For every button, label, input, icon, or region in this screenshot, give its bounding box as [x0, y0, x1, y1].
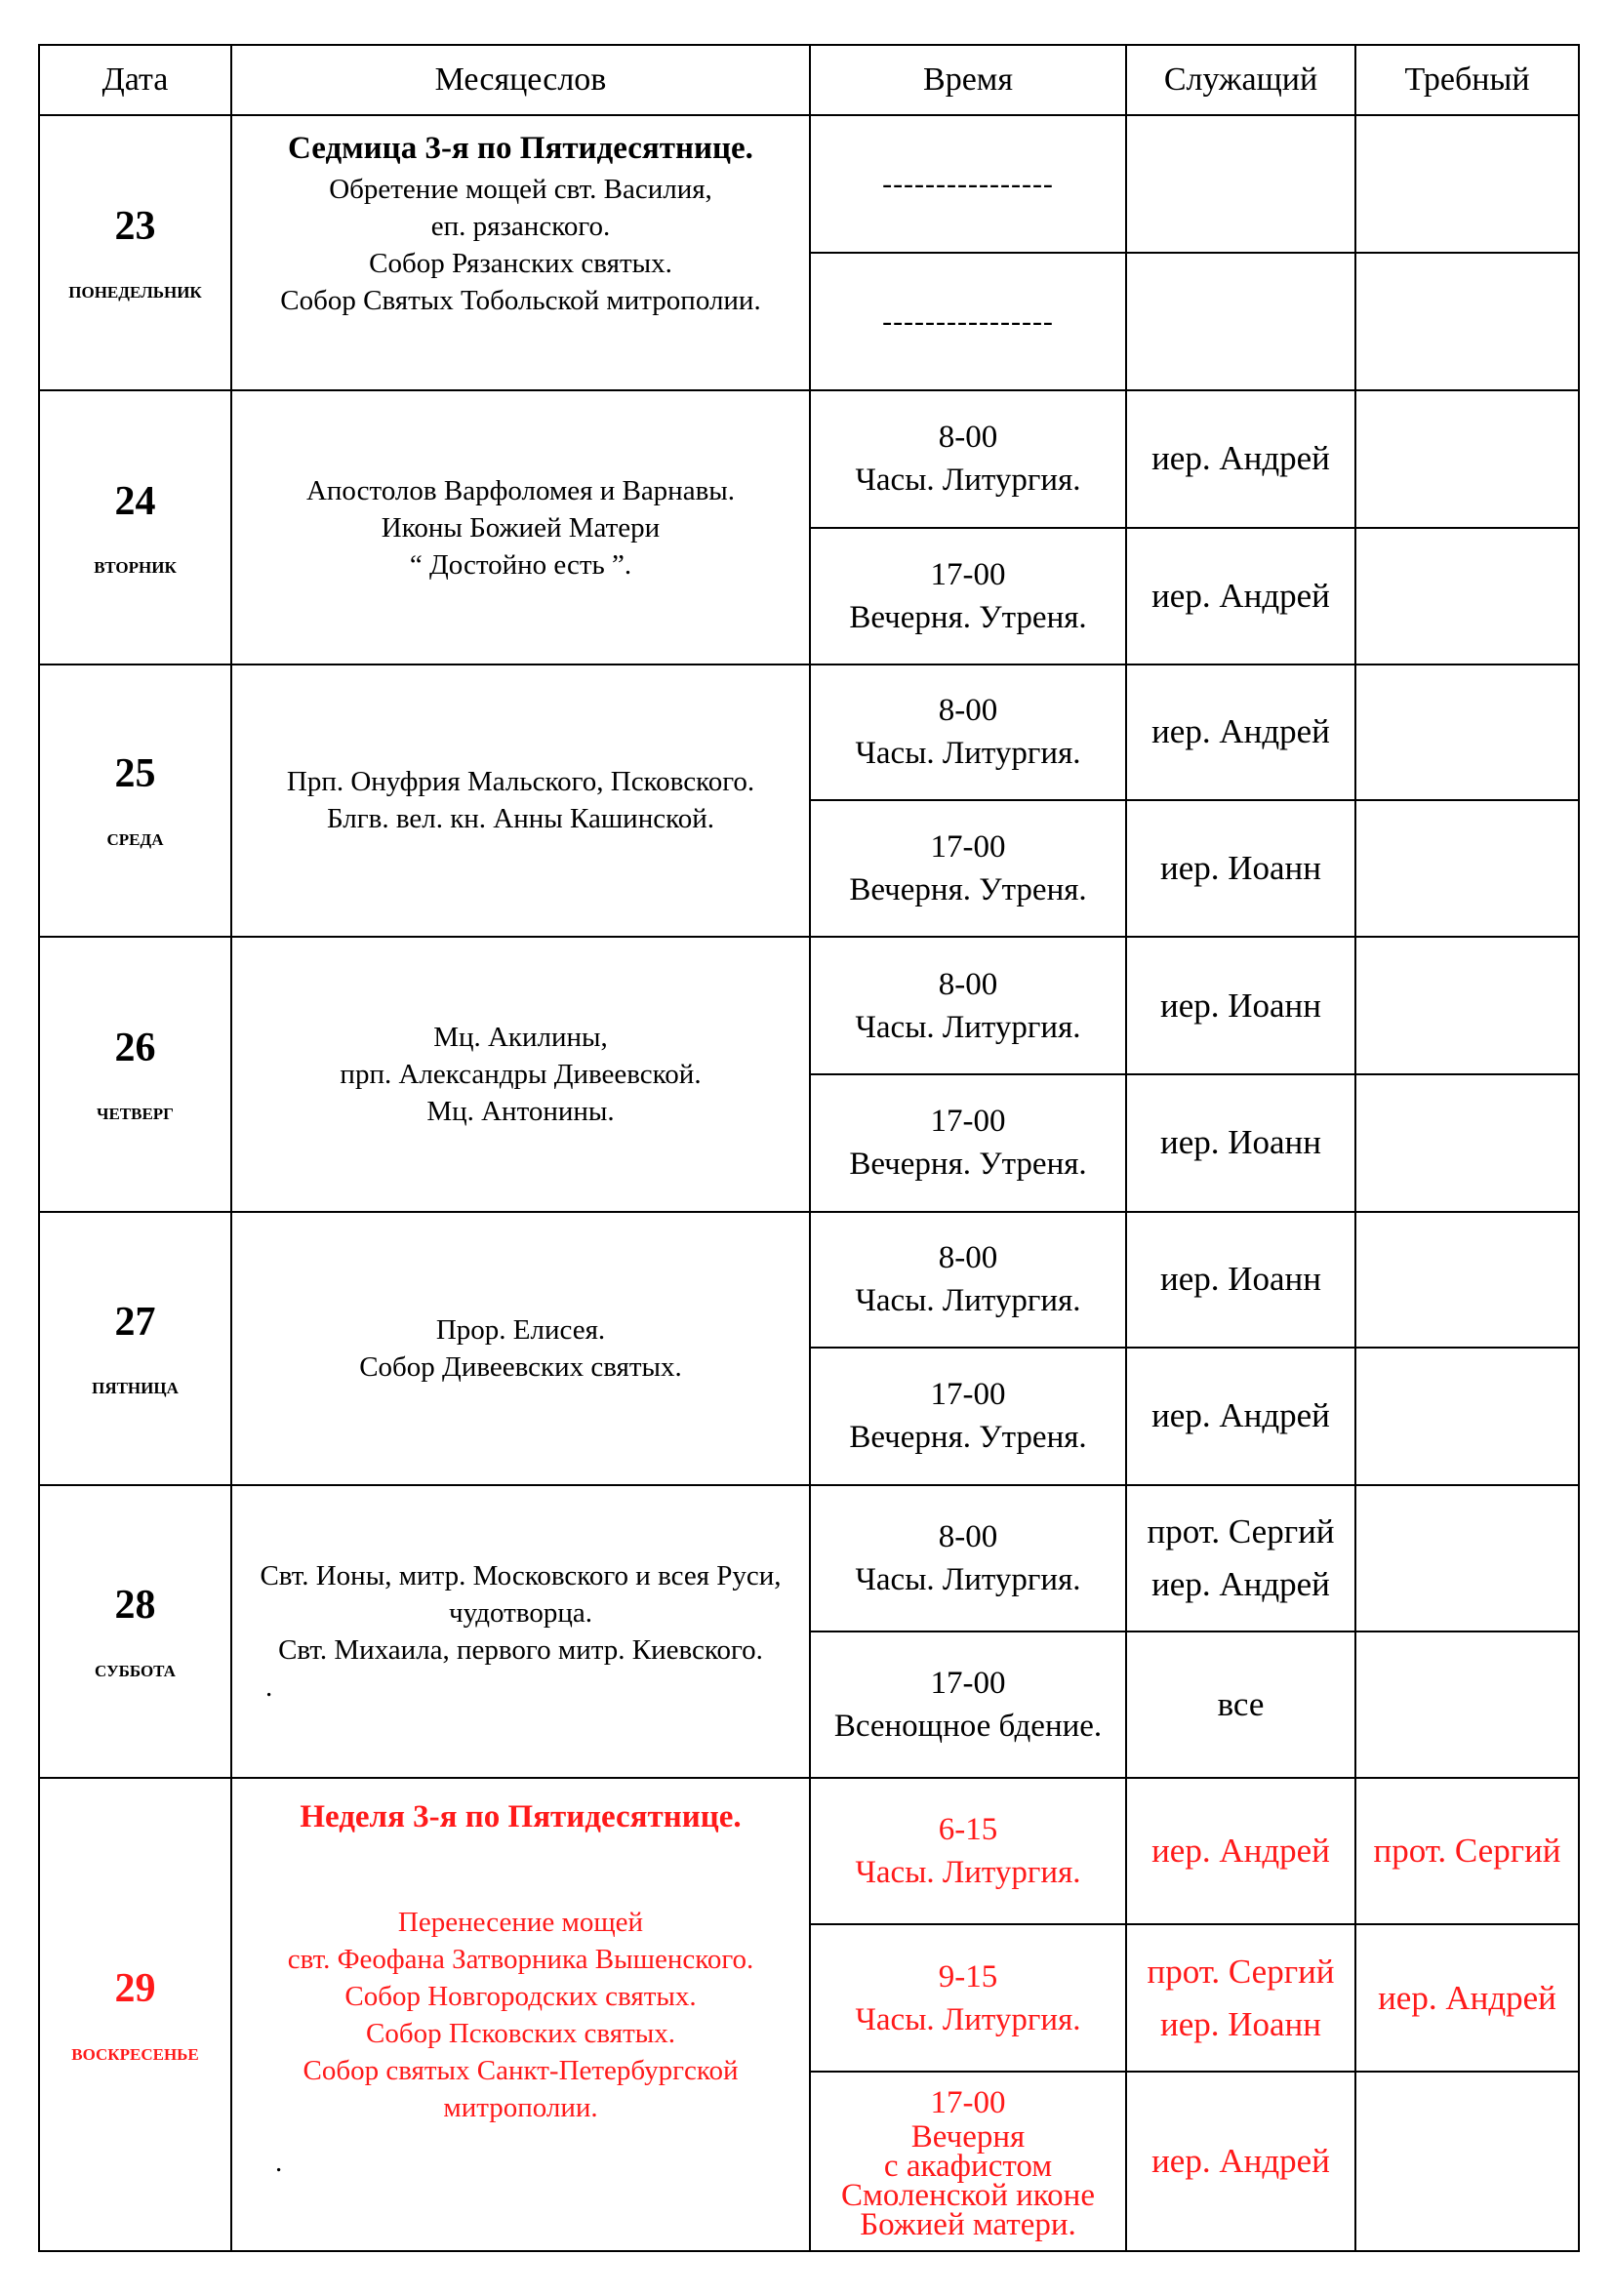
- header-treby: Требный: [1355, 45, 1579, 115]
- date-cell: [39, 665, 231, 937]
- saint-line: митрополии.: [443, 2092, 598, 2124]
- service-time: 8-00: [938, 1518, 998, 1554]
- service-cell: [810, 937, 1126, 1074]
- saint-line: свт. Феофана Затворника Вышенского.: [287, 1944, 754, 1976]
- saint-line: Мц. Антонины.: [426, 1095, 615, 1127]
- service-time: 9-15: [938, 1958, 998, 1994]
- day-number: 27: [114, 1299, 156, 1345]
- treby-cell: [1355, 937, 1579, 1074]
- celebrant-cell: [1126, 1924, 1355, 2071]
- service-time: 8-00: [938, 693, 998, 729]
- service-name: Часы. Литургия.: [855, 1561, 1081, 1597]
- celebrant-cell: [1126, 1212, 1355, 1348]
- service-name: Часы. Литургия.: [855, 736, 1081, 772]
- service-cell: [810, 665, 1126, 800]
- day-number: 26: [114, 1025, 156, 1070]
- service-cell: [810, 1778, 1126, 1924]
- celebrant: иер. Андрей: [1151, 712, 1330, 751]
- service-cell: [810, 1631, 1126, 1778]
- service-name-line: Вечерня: [910, 2118, 1026, 2155]
- service-cell: [810, 528, 1126, 665]
- service-time: 17-00: [930, 2084, 1006, 2120]
- service-name: Вечерня. Утреня.: [849, 1147, 1087, 1183]
- saint-line: .: [275, 2147, 283, 2179]
- celebrant-cell: [1126, 2072, 1355, 2251]
- saint-line: Прор. Елисея.: [435, 1313, 606, 1346]
- service-time: 17-00: [930, 1666, 1006, 1702]
- treby-cell: [1355, 665, 1579, 800]
- treby-cell: [1355, 1485, 1579, 1631]
- day-number: 24: [114, 478, 156, 524]
- service-name: Часы. Литургия.: [855, 1283, 1081, 1319]
- saint-line: Собор Рязанских святых.: [369, 248, 672, 279]
- service-time: 8-00: [938, 966, 998, 1002]
- saint-line: еп. рязанского.: [430, 211, 611, 242]
- date-cell: [39, 1778, 231, 2251]
- treby-cell: [1355, 1212, 1579, 1348]
- celebrant: иер. Иоанн: [1159, 986, 1322, 1025]
- service-name-line: с акафистом: [883, 2148, 1053, 2184]
- celebrant-cell: [1126, 253, 1355, 390]
- saint-line: Обретение мощей свт. Василия,: [329, 174, 712, 205]
- service-row: [39, 1485, 1579, 1631]
- service-time: 8-00: [938, 1240, 998, 1276]
- weekday: ЧЕТВЕРГ: [96, 1104, 175, 1123]
- weekday: ПЯТНИЦА: [92, 1378, 179, 1397]
- saint-line: Свт. Михаила, первого митр. Киевского.: [278, 1634, 763, 1667]
- service-cell: [810, 1924, 1126, 2071]
- saints-cell: [231, 665, 810, 937]
- saint-line: прп. Александры Дивеевской.: [340, 1058, 702, 1090]
- service-name: Часы. Литургия.: [855, 463, 1081, 499]
- celebrant: иер. Андрей: [1151, 1396, 1330, 1435]
- header-date: Дата: [39, 45, 231, 115]
- celebrant: все: [1217, 1685, 1265, 1724]
- treby-cell: [1355, 1074, 1579, 1211]
- saints-cell: [231, 1212, 810, 1485]
- service-time: 8-00: [938, 420, 998, 456]
- service-cell: [810, 1485, 1126, 1631]
- service-cell: [810, 1212, 1126, 1348]
- celebrant: иер. Андрей: [1151, 439, 1330, 478]
- treby-cell: [1355, 2072, 1579, 2251]
- celebrant-cell: [1126, 390, 1355, 527]
- service-name: Вечерня. Утреня.: [849, 599, 1087, 635]
- saints-cell: [231, 1778, 810, 2251]
- service-cell: [810, 1348, 1126, 1485]
- celebrant: иер. Иоанн: [1159, 849, 1322, 888]
- celebrant-cell: [1126, 1485, 1355, 1631]
- service-name: Часы. Литургия.: [855, 1855, 1081, 1891]
- treby-cell: [1355, 390, 1579, 527]
- service-row: [39, 1778, 1579, 1924]
- service-name: Вечерня. Утреня.: [849, 1420, 1087, 1456]
- date-cell: [39, 115, 231, 390]
- treby-cell: [1355, 1631, 1579, 1778]
- celebrant: прот. Сергий: [1147, 1952, 1335, 1991]
- celebrant: иер. Иоанн: [1159, 1260, 1322, 1299]
- service-time: 17-00: [930, 829, 1006, 866]
- saint-line: Апостолов Варфоломея и Варнавы.: [305, 474, 736, 506]
- service-row: [39, 1212, 1579, 1348]
- saint-line: “ Достойно есть ”.: [409, 548, 632, 581]
- treby-cell: [1355, 1348, 1579, 1485]
- celebrant-cell: [1126, 937, 1355, 1074]
- saint-line: чудотворца.: [449, 1597, 592, 1630]
- service-name-line: Смоленской иконе: [841, 2177, 1095, 2213]
- service-time: ----------------: [810, 253, 1126, 390]
- date-cell: [39, 1212, 231, 1485]
- saint-line: Иконы Божией Матери: [381, 511, 661, 544]
- service-row: [39, 937, 1579, 1074]
- service-time: 17-00: [930, 1377, 1006, 1413]
- celebrant-cell: [1126, 1074, 1355, 1211]
- service-cell: [810, 390, 1126, 527]
- celebrant-cell: [1126, 1631, 1355, 1778]
- saint-line: Собор Новгородских святых.: [344, 1981, 697, 2013]
- saints-cell: [231, 1485, 810, 1778]
- weekday: ВОСКРЕСЕНЬЕ: [71, 2044, 199, 2064]
- weekday: СРЕДА: [106, 830, 164, 850]
- service-name: Вечерня. Утреня.: [849, 872, 1087, 908]
- weekday: ПОНЕДЕЛЬНИК: [68, 283, 202, 302]
- celebrant: иер. Андрей: [1151, 576, 1330, 615]
- celebrant-cell: [1126, 800, 1355, 937]
- day-number: 23: [114, 204, 156, 250]
- saint-line: Блгв. вел. кн. Анны Кашинской.: [327, 803, 714, 835]
- service-time: ----------------: [810, 115, 1126, 253]
- service-row: [39, 665, 1579, 800]
- treby-cell: [1355, 115, 1579, 253]
- treby-cell: [1355, 253, 1579, 390]
- service-cell: [810, 2072, 1126, 2251]
- service-row: [39, 390, 1579, 527]
- saint-line: Свт. Ионы, митр. Московского и всея Руси,: [260, 1560, 782, 1592]
- weekday: СУББОТА: [95, 1662, 176, 1681]
- celebrant-cell: [1126, 665, 1355, 800]
- celebrant: иер. Андрей: [1151, 1832, 1330, 1871]
- saint-line: .: [265, 1672, 273, 1704]
- week-heading: Седмица 3-я по Пятидесятнице.: [288, 131, 753, 166]
- celebrant-cell: [1126, 115, 1355, 253]
- saint-line: Собор Дивеевских святых.: [359, 1350, 682, 1383]
- celebrant-cell: [1126, 528, 1355, 665]
- service-cell: [810, 1074, 1126, 1211]
- day-number: 28: [114, 1583, 156, 1629]
- day-number: 25: [114, 751, 156, 797]
- weekday: ВТОРНИК: [94, 557, 177, 577]
- celebrant-cell: [1126, 1348, 1355, 1485]
- saint-line: Прп. Онуфрия Мальского, Псковского.: [286, 766, 755, 798]
- week-heading: Неделя 3-я по Пятидесятнице.: [300, 1799, 742, 1835]
- treby-cell: [1355, 800, 1579, 937]
- header-celebrant: Служащий: [1126, 45, 1355, 115]
- date-cell: [39, 1485, 231, 1778]
- service-name: Часы. Литургия.: [855, 1009, 1081, 1045]
- service-name: Часы. Литургия.: [855, 2001, 1081, 2037]
- service-time: 6-15: [938, 1812, 998, 1848]
- saint-line: Перенесение мощей: [397, 1907, 644, 1939]
- celebrant-cell: [1126, 1778, 1355, 1924]
- treby-cell: [1355, 528, 1579, 665]
- saint-line: Собор святых Санкт-Петербургской: [303, 2055, 739, 2087]
- saint-line: Собор Святых Тобольской митрополии.: [280, 285, 761, 316]
- date-cell: [39, 390, 231, 664]
- celebrant: иер. Андрей: [1151, 1564, 1330, 1603]
- celebrant: иер. Андрей: [1151, 2141, 1330, 2180]
- day-number: 29: [114, 1965, 156, 2011]
- saints-cell: [231, 390, 810, 664]
- service-cell: [810, 800, 1126, 937]
- celebrant: иер. Иоанн: [1159, 2004, 1322, 2043]
- saint-line: Собор Псковских святых.: [366, 2018, 675, 2050]
- saints-cell: [231, 937, 810, 1211]
- treby-cell: иер. Андрей: [1355, 1924, 1579, 2071]
- service-time: 17-00: [930, 556, 1006, 592]
- service-time: 17-00: [930, 1104, 1006, 1140]
- service-row: [39, 115, 1579, 253]
- schedule-table: [38, 44, 1580, 2252]
- treby-cell: прот. Сергий: [1355, 1778, 1579, 1924]
- celebrant: иер. Иоанн: [1159, 1123, 1322, 1162]
- service-name-line: Божией матери.: [860, 2206, 1076, 2242]
- saint-line: Мц. Акилины,: [433, 1021, 608, 1053]
- celebrant: прот. Сергий: [1147, 1511, 1335, 1551]
- date-cell: [39, 937, 231, 1211]
- header-time: Время: [810, 45, 1126, 115]
- saints-cell: [231, 115, 810, 390]
- service-name: Всенощное бдение.: [833, 1709, 1103, 1745]
- header-saints: Месяцеслов: [231, 45, 810, 115]
- header-row: [39, 45, 1579, 115]
